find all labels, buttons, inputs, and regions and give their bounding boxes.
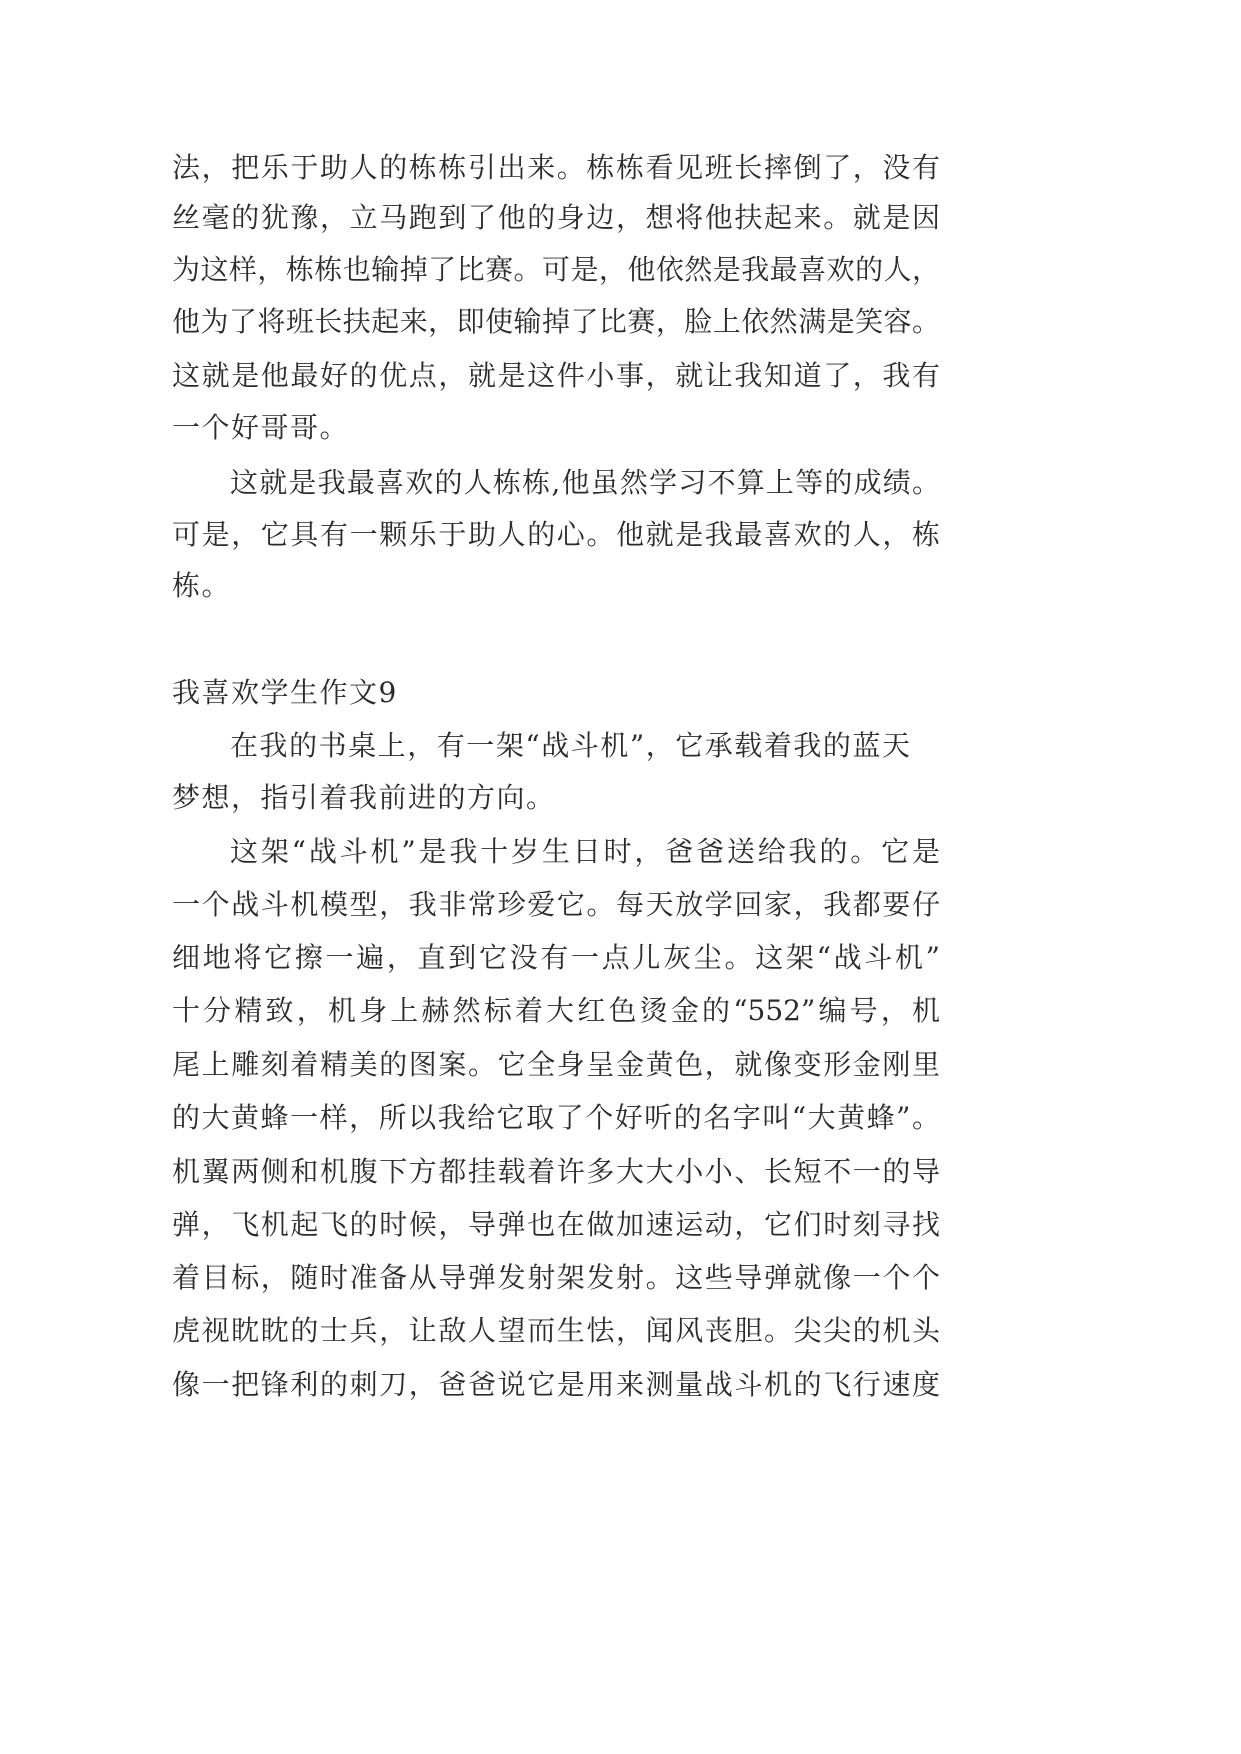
text-line: 为这样，栋栋也输掉了比赛。可是，他依然是我最喜欢的人， [172,253,940,286]
text-line: 法，把乐于助人的栋栋引出来。栋栋看见班长摔倒了，没有 [172,151,940,184]
text-line: 虎视眈眈的士兵，让敌人望而生怯，闻风丧胆。尖尖的机头 [172,1314,940,1347]
paragraph-first-line: 这架“战斗机”是我十岁生日时，爸爸送给我的。它是 [230,835,940,868]
section-title: 我喜欢学生作文9 [172,676,398,709]
text-line: 一个好哥哥。 [172,411,350,444]
text-line: 的大黄蜂一样，所以我给它取了个好听的名字叫“大黄蜂”。 [172,1101,940,1134]
text-line: 着目标，随时准备从导弹发射架发射。这些导弹就像一个个 [172,1261,940,1294]
text-line: 丝毫的犹豫，立马跑到了他的身边，想将他扶起来。就是因 [172,201,940,234]
text-line: 可是，它具有一颗乐于助人的心。他就是我最喜欢的人，栋 [172,518,940,551]
text-line: 他为了将班长扶起来，即使输掉了比赛，脸上依然满是笑容。 [172,305,940,338]
text-line: 机翼两侧和机腹下方都挂载着许多大大小小、长短不一的导 [172,1155,940,1188]
text-line: 弹，飞机起飞的时候，导弹也在做加速运动，它们时刻寻找 [172,1208,940,1241]
text-line: 尾上雕刻着精美的图案。它全身呈金黄色，就像变形金刚里 [172,1048,940,1081]
text-line: 像一把锋利的刺刀，爸爸说它是用来测量战斗机的飞行速度 [172,1368,940,1401]
text-line: 梦想，指引着我前进的方向。 [172,781,556,814]
paragraph-first-line: 这就是我最喜欢的人栋栋,他虽然学习不算上等的成绩。 [230,466,940,499]
text-line: 十分精致，机身上赫然标着大红色烫金的“552”编号，机 [172,994,940,1027]
text-line: 栋。 [172,569,232,602]
text-line: 这就是他最好的优点，就是这件小事，就让我知道了，我有 [172,359,940,392]
text-line: 细地将它擦一遍，直到它没有一点儿灰尘。这架“战斗机” [172,941,940,974]
paragraph-first-line: 在我的书桌上，有一架“战斗机”，它承载着我的蓝天 [230,729,910,762]
text-line: 一个战斗机模型，我非常珍爱它。每天放学回家，我都要仔 [172,888,940,921]
